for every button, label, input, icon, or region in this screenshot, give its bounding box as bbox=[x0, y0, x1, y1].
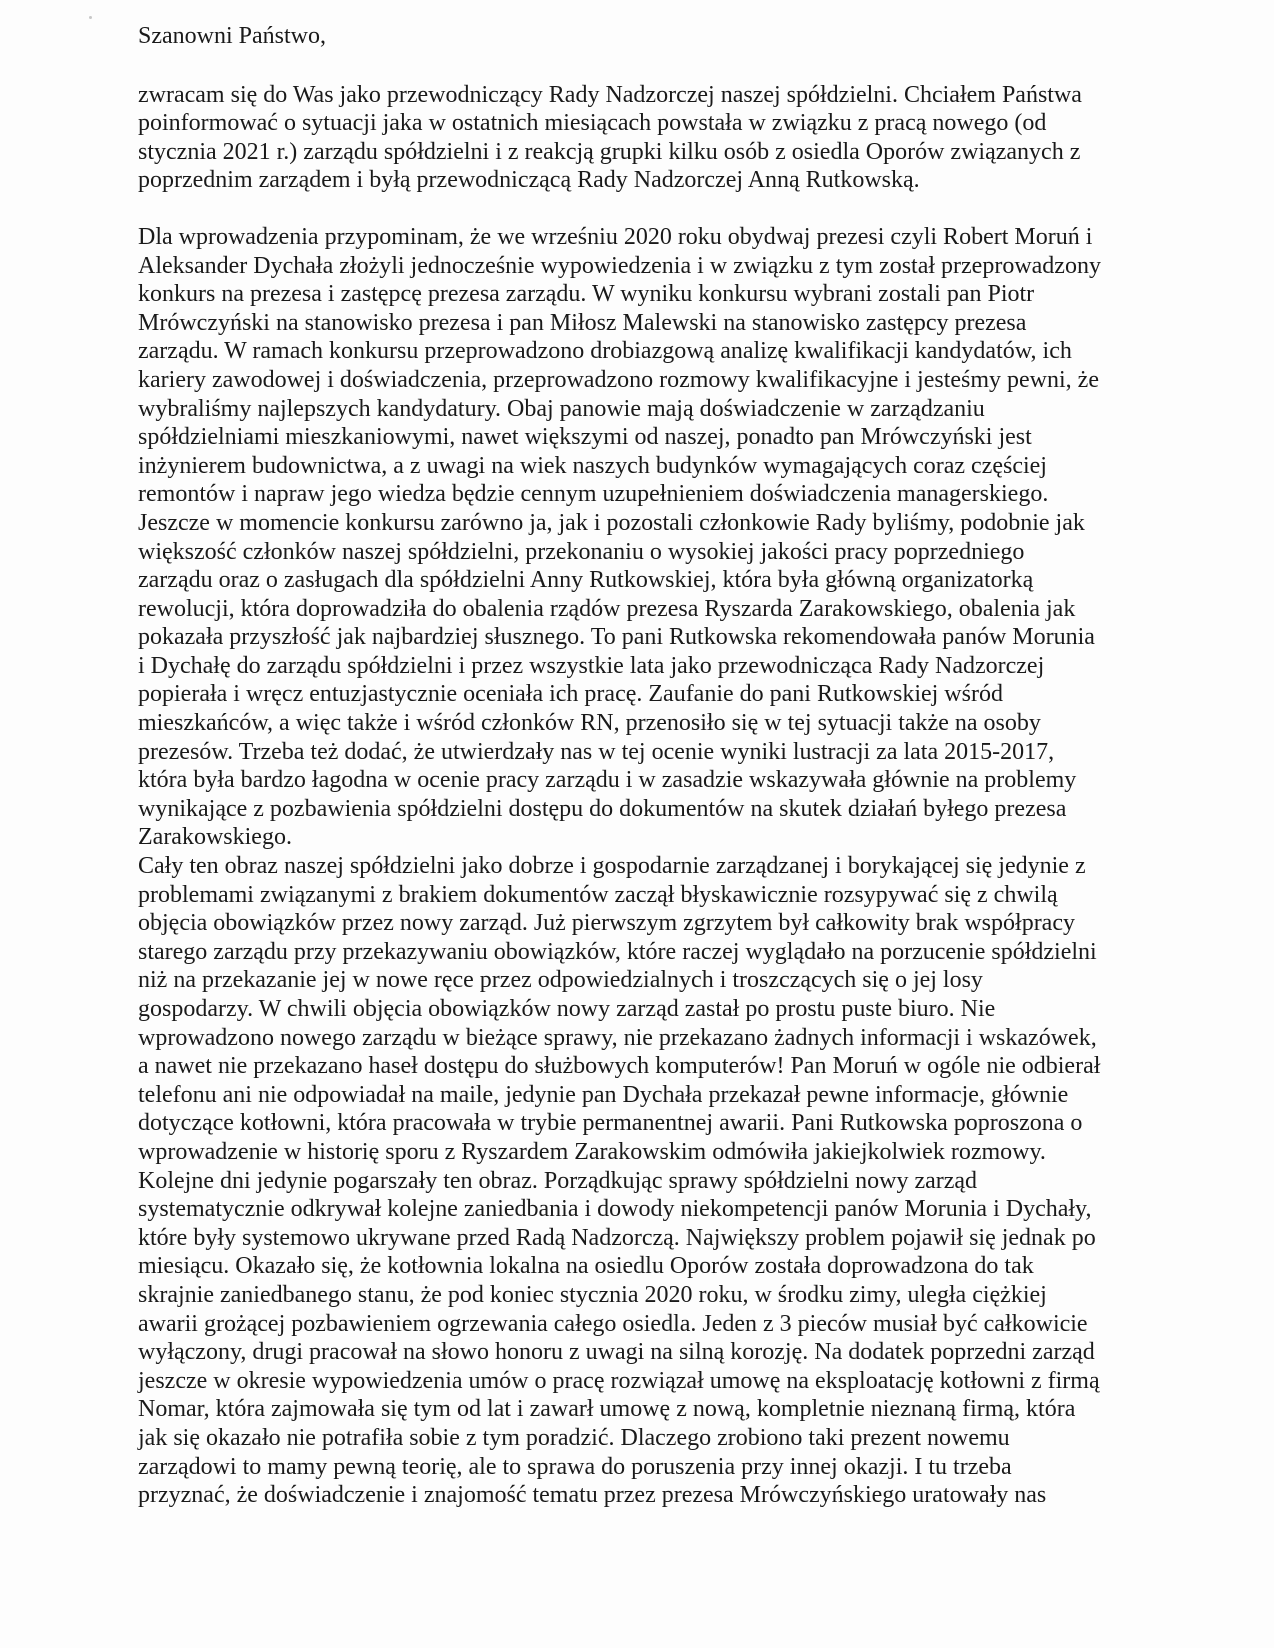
text-line: problemami związanymi z brakiem dokumentów zaczął błyskawicznie rozsypywać się z chwilą bbox=[138, 881, 1058, 908]
text-line: a nawet nie przekazano haseł dostępu do służbowych komputerów! Pan Moruń w ogóle nie odbierał bbox=[138, 1053, 1101, 1080]
text-line: gospodarzy. W chwili objęcia obowiązków nowy zarząd zastał po prostu puste biuro. Nie bbox=[138, 996, 996, 1022]
text-line: spółdzielniami mieszkaniowymi, nawet większymi od naszej, ponadto pan Mrówczyński jest bbox=[138, 424, 1032, 451]
text-line: które były systemowo ukrywane przed Radą Nadzorczą. Największy problem pojawił się jednak po bbox=[138, 1224, 1096, 1251]
paragraph-3 bbox=[138, 852, 1148, 1510]
text-line: poinformować o sytuacji jaka w ostatnich miesiącach powstała w związku z pracą nowego (od bbox=[138, 110, 1047, 137]
text-line: zarządu oraz o zasługach dla spółdzielni Anny Rutkowskiej, która była główną organizatorką bbox=[138, 567, 1034, 594]
text-line: miesiącu. Okazało się, że kotłownia lokalna na osiedlu Oporów została doprowadzona do tak bbox=[138, 1253, 1034, 1280]
text-line: zarządowi to mamy pewną teorię, ale to sprawa do poruszenia przy innej okazji. I tu trzeba bbox=[138, 1453, 1012, 1480]
text-line: Dla wprowadzenia przypominam, że we wrześniu 2020 roku obydwaj prezesi czyli Robert Moruń i bbox=[138, 223, 1093, 250]
text-line: awarii grożącej pozbawieniem ogrzewania całego osiedla. Jeden z 3 pieców musiał być całkowicie bbox=[138, 1310, 1088, 1337]
text-line: mieszkańców, a więc także i wśród członków RN, przenosiło się w tej sytuacji także na osoby bbox=[138, 710, 1041, 737]
text-line: inżynierem budownictwa, a z uwagi na wiek naszych budynków wymagających coraz częściej bbox=[138, 452, 1047, 479]
text-line: dotyczące kotłowni, która pracowała w trybie permanentnej awarii. Pani Rutkowska poproszona o bbox=[138, 1110, 1083, 1137]
text-line: Aleksander Dychała złożyli jednocześnie wypowiedzenia i w związku z tym został przeprowadzony bbox=[138, 252, 1101, 279]
paragraph-2 bbox=[138, 223, 1148, 852]
text-line: konkurs na prezesa i zastępcę prezesa zarządu. W wyniku konkursu wybrani zostali pan Piotr bbox=[138, 281, 1035, 308]
text-line: prezesów. Trzeba też dodać, że utwierdzały nas w tej ocenie wyniki lustracji za lata 2015-2017, bbox=[138, 738, 1055, 765]
text-line: stycznia 2021 r.) zarządu spółdzielni i z reakcją grupki kilku osób z osiedla Oporów związanych z bbox=[138, 138, 1081, 165]
text-line: skrajnie zaniedbanego stanu, że pod koniec stycznia 2020 roku, w środku zimy, uległa ciężkiej bbox=[138, 1281, 1047, 1308]
scan-speck bbox=[89, 16, 92, 19]
text-line: która była bardzo łagodna w ocenie pracy zarządu i w zasadzie wskazywała głównie na problemy bbox=[138, 767, 1077, 794]
paragraph-1 bbox=[138, 81, 1148, 195]
text-line: i Dychałę do zarządu spółdzielni i przez wszystkie lata jako przewodnicząca Rady Nadzorczej bbox=[138, 652, 1045, 679]
text-line: zarządu. W ramach konkursu przeprowadzono drobiazgową analizę kwalifikacji kandydatów, ich bbox=[138, 338, 1072, 365]
text-line: przyznać, że doświadczenie i znajomość tematu przez prezesa Mrówczyńskiego uratowały nas bbox=[138, 1482, 1047, 1509]
text-line: wprowadzono nowego zarządu w bieżące sprawy, nie przekazano żadnych informacji i wskazówek, bbox=[138, 1024, 1097, 1051]
text-line: Jeszcze w momencie konkursu zarówno ja, jak i pozostali członkowie Rady byliśmy, podobnie jak bbox=[138, 509, 1085, 536]
text-line: zwracam się do Was jako przewodniczący Rady Nadzorczej naszej spółdzielni. Chciałem Państwa bbox=[138, 81, 1082, 108]
text-line: starego zarządu przy przekazywaniu obowiązków, które raczej wyglądało na porzucenie spółdzielni bbox=[138, 938, 1097, 965]
text-line: niż na przekazanie jej w nowe ręce przez odpowiedzialnych i troszczących się o jej losy bbox=[138, 967, 983, 994]
text-line: większość członków naszej spółdzielni, przekonaniu o wysokiej jakości pracy poprzedniego bbox=[138, 538, 1025, 565]
text-line: Cały ten obraz naszej spółdzielni jako dobrze i gospodarnie zarządzanej i borykającej się jedynie z bbox=[138, 853, 1086, 880]
text-line: wynikające z pozbawienia spółdzielni dostępu do dokumentów na skutek działań byłego prezesa bbox=[138, 795, 1067, 822]
text-line: jak się okazało nie potrafiła sobie z tym poradzić. Dlaczego zrobiono taki prezent nowemu bbox=[138, 1424, 1010, 1451]
text-line: jeszcze w okresie wypowiedzenia umów o pracę rozwiązał umowę na eksploatację kotłowni z firmą bbox=[138, 1367, 1100, 1394]
text-line: telefonu ani nie odpowiadał na maile, jedynie pan Dychała przekazał pewne informacje, głównie bbox=[138, 1081, 1069, 1108]
text-line: popierała i wręcz entuzjastycznie oceniała ich pracę. Zaufanie do pani Rutkowskiej wśród bbox=[138, 681, 1003, 708]
text-line: wyłączony, drugi pracował na słowo honoru z uwagi na silną korozję. Na dodatek poprzedni zarząd bbox=[138, 1339, 1095, 1366]
text-line: Zarakowskiego. bbox=[138, 824, 292, 851]
text-line: Nomar, która zajmowała się tym od lat i zawarł umowę z nową, kompletnie nieznaną firmą, która bbox=[138, 1396, 1076, 1423]
text-line: Mrówczyński na stanowisko prezesa i pan Miłosz Malewski na stanowisko zastępcy prezesa bbox=[138, 309, 1027, 336]
text-line: pokazała przyszłość jak najbardziej słusznego. To pani Rutkowska rekomendowała panów Morunia bbox=[138, 624, 1095, 651]
text-line: Kolejne dni jedynie pogarszały ten obraz. Porządkując sprawy spółdzielni nowy zarząd bbox=[138, 1167, 978, 1194]
letter-body bbox=[138, 22, 1148, 1510]
text-line: kariery zawodowej i doświadczenia, przeprowadzono rozmowy kwalifikacyjne i jesteśmy pewni, że bbox=[138, 366, 1099, 393]
text-line: wprowadzenie w historię sporu z Ryszardem Zarakowskim odmówiła jakiejkolwiek rozmowy. bbox=[138, 1138, 1046, 1165]
text-line: wybraliśmy najlepszych kandydatury. Obaj panowie mają doświadczenie w zarządzaniu bbox=[138, 395, 985, 422]
text-line: systematycznie odkrywał kolejne zaniedbania i dowody niekompetencji panów Morunia i Dychały, bbox=[138, 1196, 1092, 1223]
text-line: rewolucji, która doprowadziła do obalenia rządów prezesa Ryszarda Zarakowskiego, obalenia jak bbox=[138, 595, 1076, 622]
salutation: Szanowni Państwo, bbox=[138, 23, 326, 49]
text-line: remontów i napraw jego wiedza będzie cennym uzupełnieniem doświadczenia managerskiego. bbox=[138, 481, 1049, 508]
text-line: objęcia obowiązków przez nowy zarząd. Już pierwszym zgrzytem był całkowity brak współpracy bbox=[138, 910, 1075, 937]
text-line: poprzednim zarządem i byłą przewodniczącą Rady Nadzorczej Anną Rutkowską. bbox=[138, 167, 920, 194]
letter-paragraphs bbox=[138, 81, 1148, 1510]
